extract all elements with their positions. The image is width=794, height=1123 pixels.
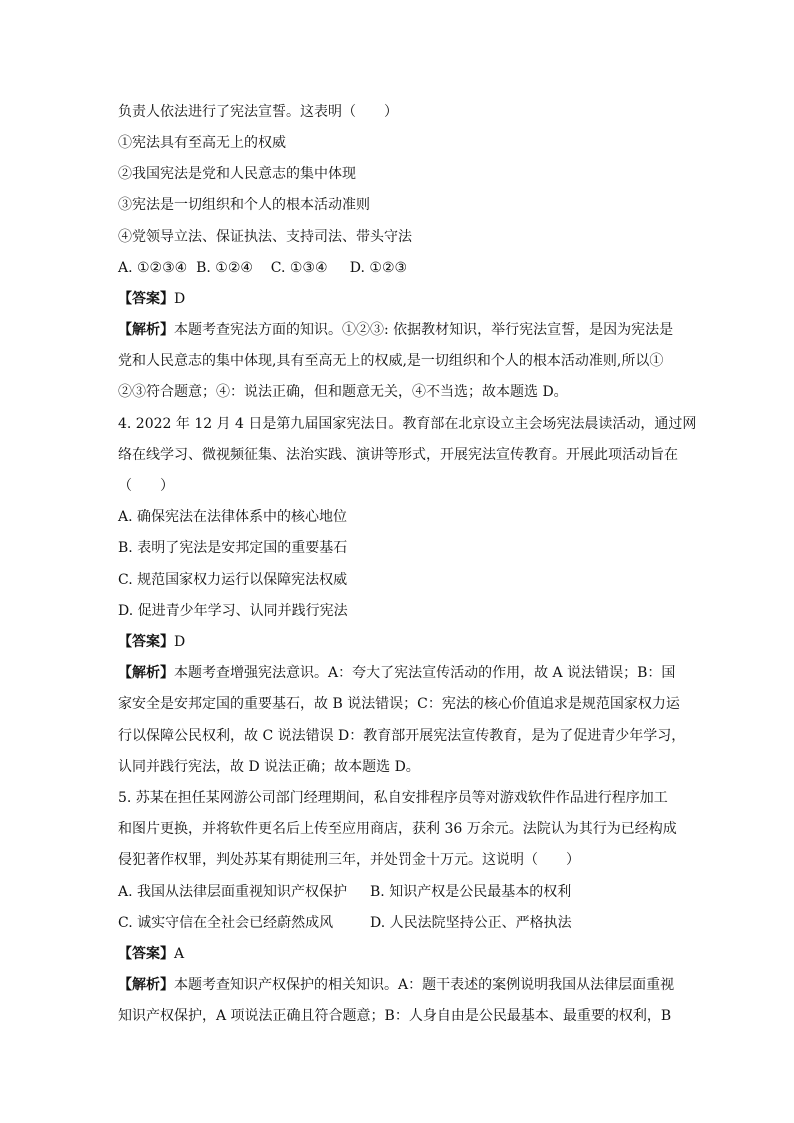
analysis-text: 本题考查增强宪法意识。A：夸大了宪法宣传活动的作用，故 A 说法错误；B：国 <box>174 665 676 681</box>
answer-value: A <box>174 946 185 962</box>
q3-stem: 负责人依法进行了宪法宣誓。这表明（ ） <box>118 104 398 120</box>
q4-analysis-4: 认同并践行宪法，故 D 说法正确；故本题选 D。 <box>118 759 420 775</box>
q5-options-row-1 <box>118 882 571 902</box>
q5-option-b: B. 知识产权是公民最基本的权利 <box>370 884 572 900</box>
analysis-label: 【解析】 <box>118 977 174 993</box>
answer-label: 【答案】 <box>118 291 174 307</box>
q3-item-3: ③宪法是一切组织和个人的根本活动准则 <box>118 197 370 213</box>
q3-analysis-1 <box>118 320 673 340</box>
q3-analysis-3: ②③符合题意；④：说法正确，但和题意无关，④不当选；故本题选 D。 <box>118 384 568 400</box>
q3-answer <box>118 289 185 309</box>
q5-option-a: A. 我国从法律层面重视知识产权保护 <box>118 884 348 900</box>
q4-analysis-3: 行以保障公民权利，故 C 说法错误 D：教育部开展宪法宣传教育，是为了促进青少年学习， <box>118 728 686 744</box>
analysis-label: 【解析】 <box>118 665 174 681</box>
q3-item-4: ④党领导立法、保证执法、支持司法、带头守法 <box>118 229 412 245</box>
answer-value: D <box>174 634 186 650</box>
q5-answer <box>118 944 184 964</box>
q4-analysis-1 <box>118 663 675 683</box>
analysis-text: 本题考查知识产权保护的相关知识。A：题干表述的案例说明我国从法律层面重视 <box>174 977 675 993</box>
q5-stem-3: 侵犯著作权罪，判处苏某有期徒刑三年，并处罚金十万元。这说明（ ） <box>118 852 580 868</box>
answer-label: 【答案】 <box>118 634 174 650</box>
q5-analysis-2: 知识产权保护，A 项说法正确且符合题意；B：人身自由是公民最基本、最重要的权利，B <box>118 1008 672 1024</box>
q5-option-d: D. 人民法院坚持公正、严格执法 <box>370 915 572 931</box>
q3-item-2: ②我国宪法是党和人民意志的集中体现 <box>118 166 356 182</box>
q5-stem-1: 5. 苏某在担任某网游公司部门经理期间，私自安排程序员等对游戏软件作品进行程序加工 <box>118 790 668 806</box>
q4-stem-1: 4. 2022 年 12 月 4 日是第九届国家宪法日。教育部在北京设立主会场宪法晨读活动，通过网 <box>118 416 697 432</box>
q4-analysis-2: 家安全是安邦定国的重要基石，故 B 说法错误；C：宪法的核心价值追求是规范国家权力运 <box>118 696 680 712</box>
q4-option-b: B. 表明了宪法是安邦定国的重要基石 <box>118 540 348 556</box>
q5-options-row-2 <box>118 913 572 933</box>
q4-stem-2: 络在线学习、微视频征集、法治实践、演讲等形式，开展宪法宣传教育。开展此项活动旨在 <box>118 447 678 463</box>
q5-option-c: C. 诚实守信在全社会已经蔚然成风 <box>118 915 334 931</box>
q4-option-d: D. 促进青少年学习、认同并践行宪法 <box>118 603 348 619</box>
q4-option-c: C. 规范国家权力运行以保障宪法权威 <box>118 572 348 588</box>
q5-analysis-1 <box>118 975 674 995</box>
q3-item-1: ①宪法具有至高无上的权威 <box>118 135 286 151</box>
q4-stem-3: （ ） <box>118 478 174 494</box>
q5-stem-2: 和图片更换，并将软件更名后上传至应用商店，获利 36 万余元。法院认为其行为已经构成 <box>118 821 677 837</box>
answer-value: D <box>174 291 186 307</box>
q3-analysis-2: 党和人民意志的集中体现,具有至高无上的权威,是一切组织和个人的根本活动准则,所以① <box>118 353 664 369</box>
q3-options: A. ①②③④ B. ①②④ C. ①③④ D. ①②③ <box>118 260 408 276</box>
q4-answer <box>118 632 185 652</box>
answer-label: 【答案】 <box>118 946 174 962</box>
analysis-text: 本题考查宪法方面的知识。①②③: 依据教材知识，举行宪法宣誓，是因为宪法是 <box>174 322 674 338</box>
q4-option-a: A. 确保宪法在法律体系中的核心地位 <box>118 509 348 525</box>
analysis-label: 【解析】 <box>118 322 174 338</box>
